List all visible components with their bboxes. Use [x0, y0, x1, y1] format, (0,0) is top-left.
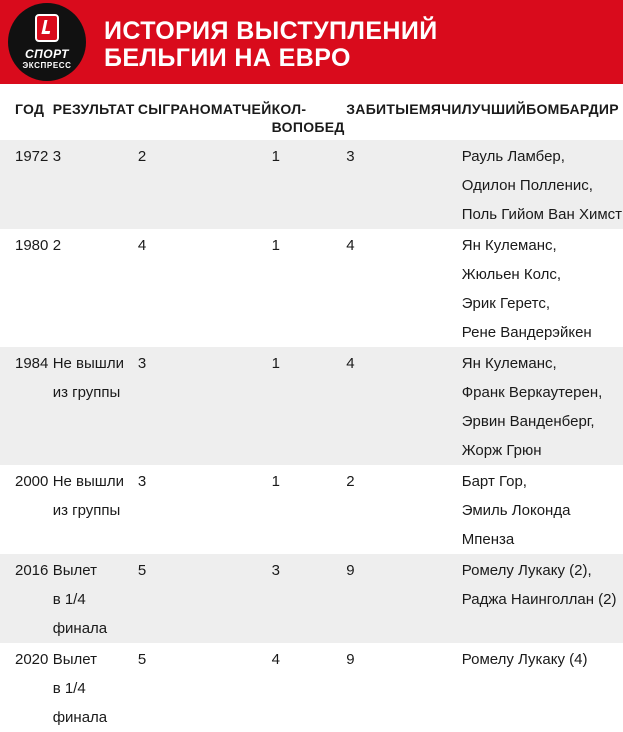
euro-history-table [0, 92, 623, 732]
table-header-row [0, 92, 623, 140]
cell-played: 4 [137, 237, 147, 254]
logo-text-express: ЭКСПРЕСС [22, 61, 72, 70]
cell-scorers: Ромелу Лукаку (2), Раджа Наинголлан (2) [461, 562, 617, 608]
page-title [104, 18, 604, 72]
cell-scorers: Ян Кулеманс, Жюльен Колс, Эрик Геретс, Рене Вандерэйкен [461, 237, 592, 341]
cell-goals: 9 [346, 562, 355, 579]
cell-scorers: Рауль Ламбер, Одилон Полленис, Поль Гийом Ван Химст [461, 148, 623, 223]
cell-goals: 9 [346, 651, 355, 668]
cell-year: 1980 [15, 237, 49, 254]
table-row [0, 554, 623, 643]
cell-wins: 1 [271, 237, 280, 254]
cell-wins: 1 [271, 473, 280, 490]
cell-wins: 3 [271, 562, 280, 579]
cell-wins: 4 [271, 651, 280, 668]
cell-result: Вылет в 1/4 финала [52, 562, 108, 637]
cell-result: Вылет в 1/4 финала [52, 651, 108, 726]
cell-result: Не вышли из группы [52, 355, 124, 401]
cell-year: 1984 [15, 355, 49, 372]
table-row [0, 643, 623, 732]
cell-scorers: Барт Гор, Эмиль Локонда Мпенза [461, 473, 571, 548]
cell-result: Не вышли из группы [52, 473, 124, 519]
title-line-2: БЕЛЬГИИ НА ЕВРО [104, 44, 351, 72]
cell-goals: 3 [346, 148, 355, 165]
cell-goals: 2 [346, 473, 355, 490]
header-top-scorer: ЛУЧШИЙБОМБАРДИР [461, 101, 619, 117]
cell-scorers: Ромелу Лукаку (4) [461, 651, 588, 668]
cell-scorers: Ян Кулеманс, Франк Веркаутерен, Эрвин Ванденберг, Жорж Грюн [461, 355, 603, 459]
table-row [0, 465, 623, 554]
header-result: РЕЗУЛЬТАТ [52, 101, 135, 117]
cell-result: 3 [52, 148, 62, 165]
cell-wins: 1 [271, 148, 280, 165]
cell-year: 1972 [15, 148, 49, 165]
cell-played: 2 [137, 148, 147, 165]
cell-year: 2016 [15, 562, 49, 579]
header-banner [0, 0, 623, 84]
header-wins: КОЛ-ВОПОБЕД [271, 101, 345, 135]
cell-played: 5 [137, 562, 147, 579]
logo-emblem-icon [35, 14, 59, 42]
table-row [0, 229, 623, 347]
title-line-1: ИСТОРИЯ ВЫСТУПЛЕНИЙ [104, 17, 438, 45]
cell-year: 2000 [15, 473, 49, 490]
cell-played: 3 [137, 473, 147, 490]
header-year: ГОД [15, 101, 45, 117]
cell-result: 2 [52, 237, 62, 254]
header-matches-played: СЫГРАНОМАТЧЕЙ [137, 101, 272, 117]
cell-goals: 4 [346, 355, 355, 372]
logo-text-sport: СПОРТ [24, 47, 69, 61]
cell-goals: 4 [346, 237, 355, 254]
header-goals-scored: ЗАБИТЫЕМЯЧИ [346, 101, 462, 117]
cell-played: 5 [137, 651, 147, 668]
table-row [0, 140, 623, 229]
table-row [0, 347, 623, 465]
cell-wins: 1 [271, 355, 280, 372]
cell-year: 2020 [15, 651, 49, 668]
cell-played: 3 [137, 355, 147, 372]
sport-express-logo [8, 3, 86, 81]
